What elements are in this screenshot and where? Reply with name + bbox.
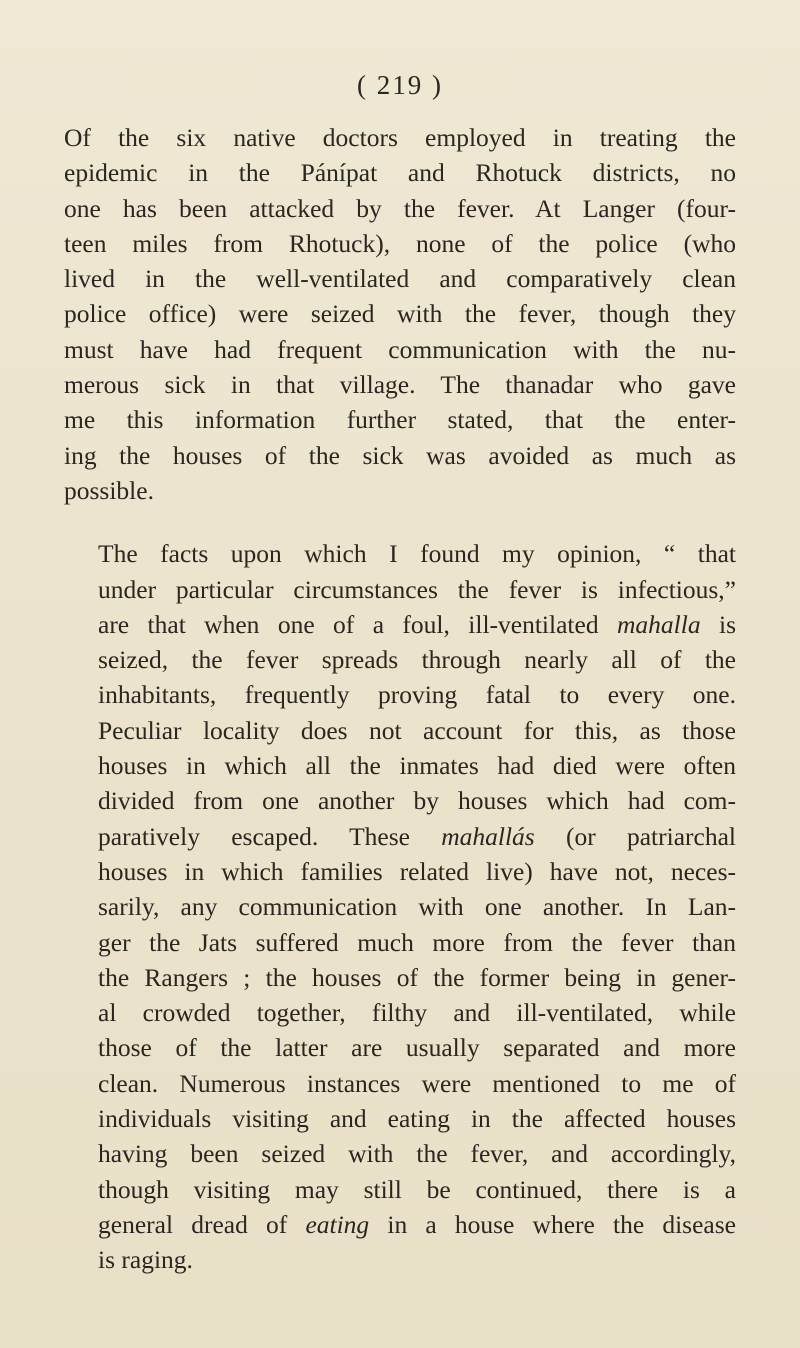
text-line [64, 819, 736, 854]
line-text: paratively escaped. These [98, 821, 442, 851]
page-number: ( 219 ) [357, 70, 443, 100]
text-line [64, 120, 736, 155]
line-text: under particular circumstances the fever is infectious,” [98, 574, 736, 604]
italic-term: mahallás [441, 821, 535, 851]
line-text: in a house where the disease [369, 1209, 736, 1239]
line-text: is [700, 609, 736, 639]
text-line [64, 402, 736, 437]
line-text: are that when one of a foul, ill-ventilated [98, 609, 617, 639]
line-text: The facts upon which I found my opinion, “ that [98, 539, 736, 569]
italic-term: eating [305, 1209, 370, 1239]
text-line [64, 473, 736, 508]
text-line [64, 995, 736, 1030]
text-line [64, 783, 736, 818]
text-line [64, 854, 736, 889]
text-line [64, 925, 736, 960]
line-text: Peculiar locality does not account for this, as those [98, 715, 736, 745]
text-line [64, 1101, 736, 1136]
text-line [64, 191, 736, 226]
line-text: though visiting may still be continued, there is a [98, 1174, 736, 1204]
line-text: ing the houses of the sick was avoided as much as [64, 440, 736, 470]
line-text: houses in which families related live) have not, neces- [98, 856, 736, 886]
line-text: lived in the well-ventilated and comparatively clean [64, 264, 736, 294]
text-line [64, 155, 736, 190]
text-line [64, 367, 736, 402]
text-line [64, 438, 736, 473]
text-line [64, 677, 736, 712]
line-text: teen miles from Rhotuck), none of the police (who [64, 228, 736, 258]
line-text: having been seized with the fever, and accordingly, [98, 1139, 736, 1169]
line-text: al crowded together, filthy and ill-ventilated, while [98, 998, 736, 1028]
text-line [64, 1066, 736, 1101]
line-text: seized, the fever spreads through nearly all of the [98, 645, 736, 675]
line-text: one has been attacked by the fever. At Langer (four- [64, 193, 736, 223]
text-line [64, 332, 736, 367]
text-line [64, 1242, 736, 1277]
line-text: sarily, any communication with one another. In Lan- [98, 892, 736, 922]
paragraph-1 [64, 120, 736, 508]
body-text [64, 120, 736, 1278]
line-text: epidemic in the Pánípat and Rhotuck districts, no [64, 158, 736, 188]
text-line [64, 713, 736, 748]
paragraph-2 [64, 536, 736, 1277]
text-line [64, 1030, 736, 1065]
line-text: possible. [64, 475, 154, 505]
line-text: houses in which all the inmates had died were often [98, 751, 736, 781]
italic-term: mahalla [616, 609, 701, 639]
line-text: divided from one another by houses which had com- [98, 786, 736, 816]
line-text: inhabitants, frequently proving fatal to every one. [98, 680, 736, 710]
line-text: those of the latter are usually separated and more [98, 1033, 736, 1063]
line-text: Of the six native doctors employed in treating the [64, 123, 736, 152]
line-text: general dread of [98, 1209, 306, 1239]
text-line [64, 642, 736, 677]
text-line [64, 1136, 736, 1171]
line-text: me this information further stated, that the enter- [64, 405, 736, 435]
line-text: police office) were seized with the fever, though they [64, 299, 736, 329]
text-line [64, 960, 736, 995]
text-line [64, 1172, 736, 1207]
line-text: (or patriarchal [534, 821, 736, 851]
line-text: merous sick in that village. The thanadar who gave [64, 370, 736, 400]
text-line [64, 607, 736, 642]
text-line [64, 572, 736, 607]
line-text: the Rangers ; the houses of the former being in gener- [98, 962, 736, 992]
text-line [64, 226, 736, 261]
text-line [64, 536, 736, 571]
line-text: ger the Jats suffered much more from the fever than [98, 927, 736, 957]
line-text: is raging. [98, 1245, 193, 1275]
text-line [64, 261, 736, 296]
text-line [64, 1207, 736, 1242]
line-text: clean. Numerous instances were mentioned to me of [98, 1068, 736, 1098]
text-line [64, 296, 736, 331]
text-line [64, 889, 736, 924]
text-line [64, 748, 736, 783]
line-text: must have had frequent communication with the nu- [64, 334, 736, 364]
line-text: individuals visiting and eating in the affected houses [98, 1104, 736, 1134]
